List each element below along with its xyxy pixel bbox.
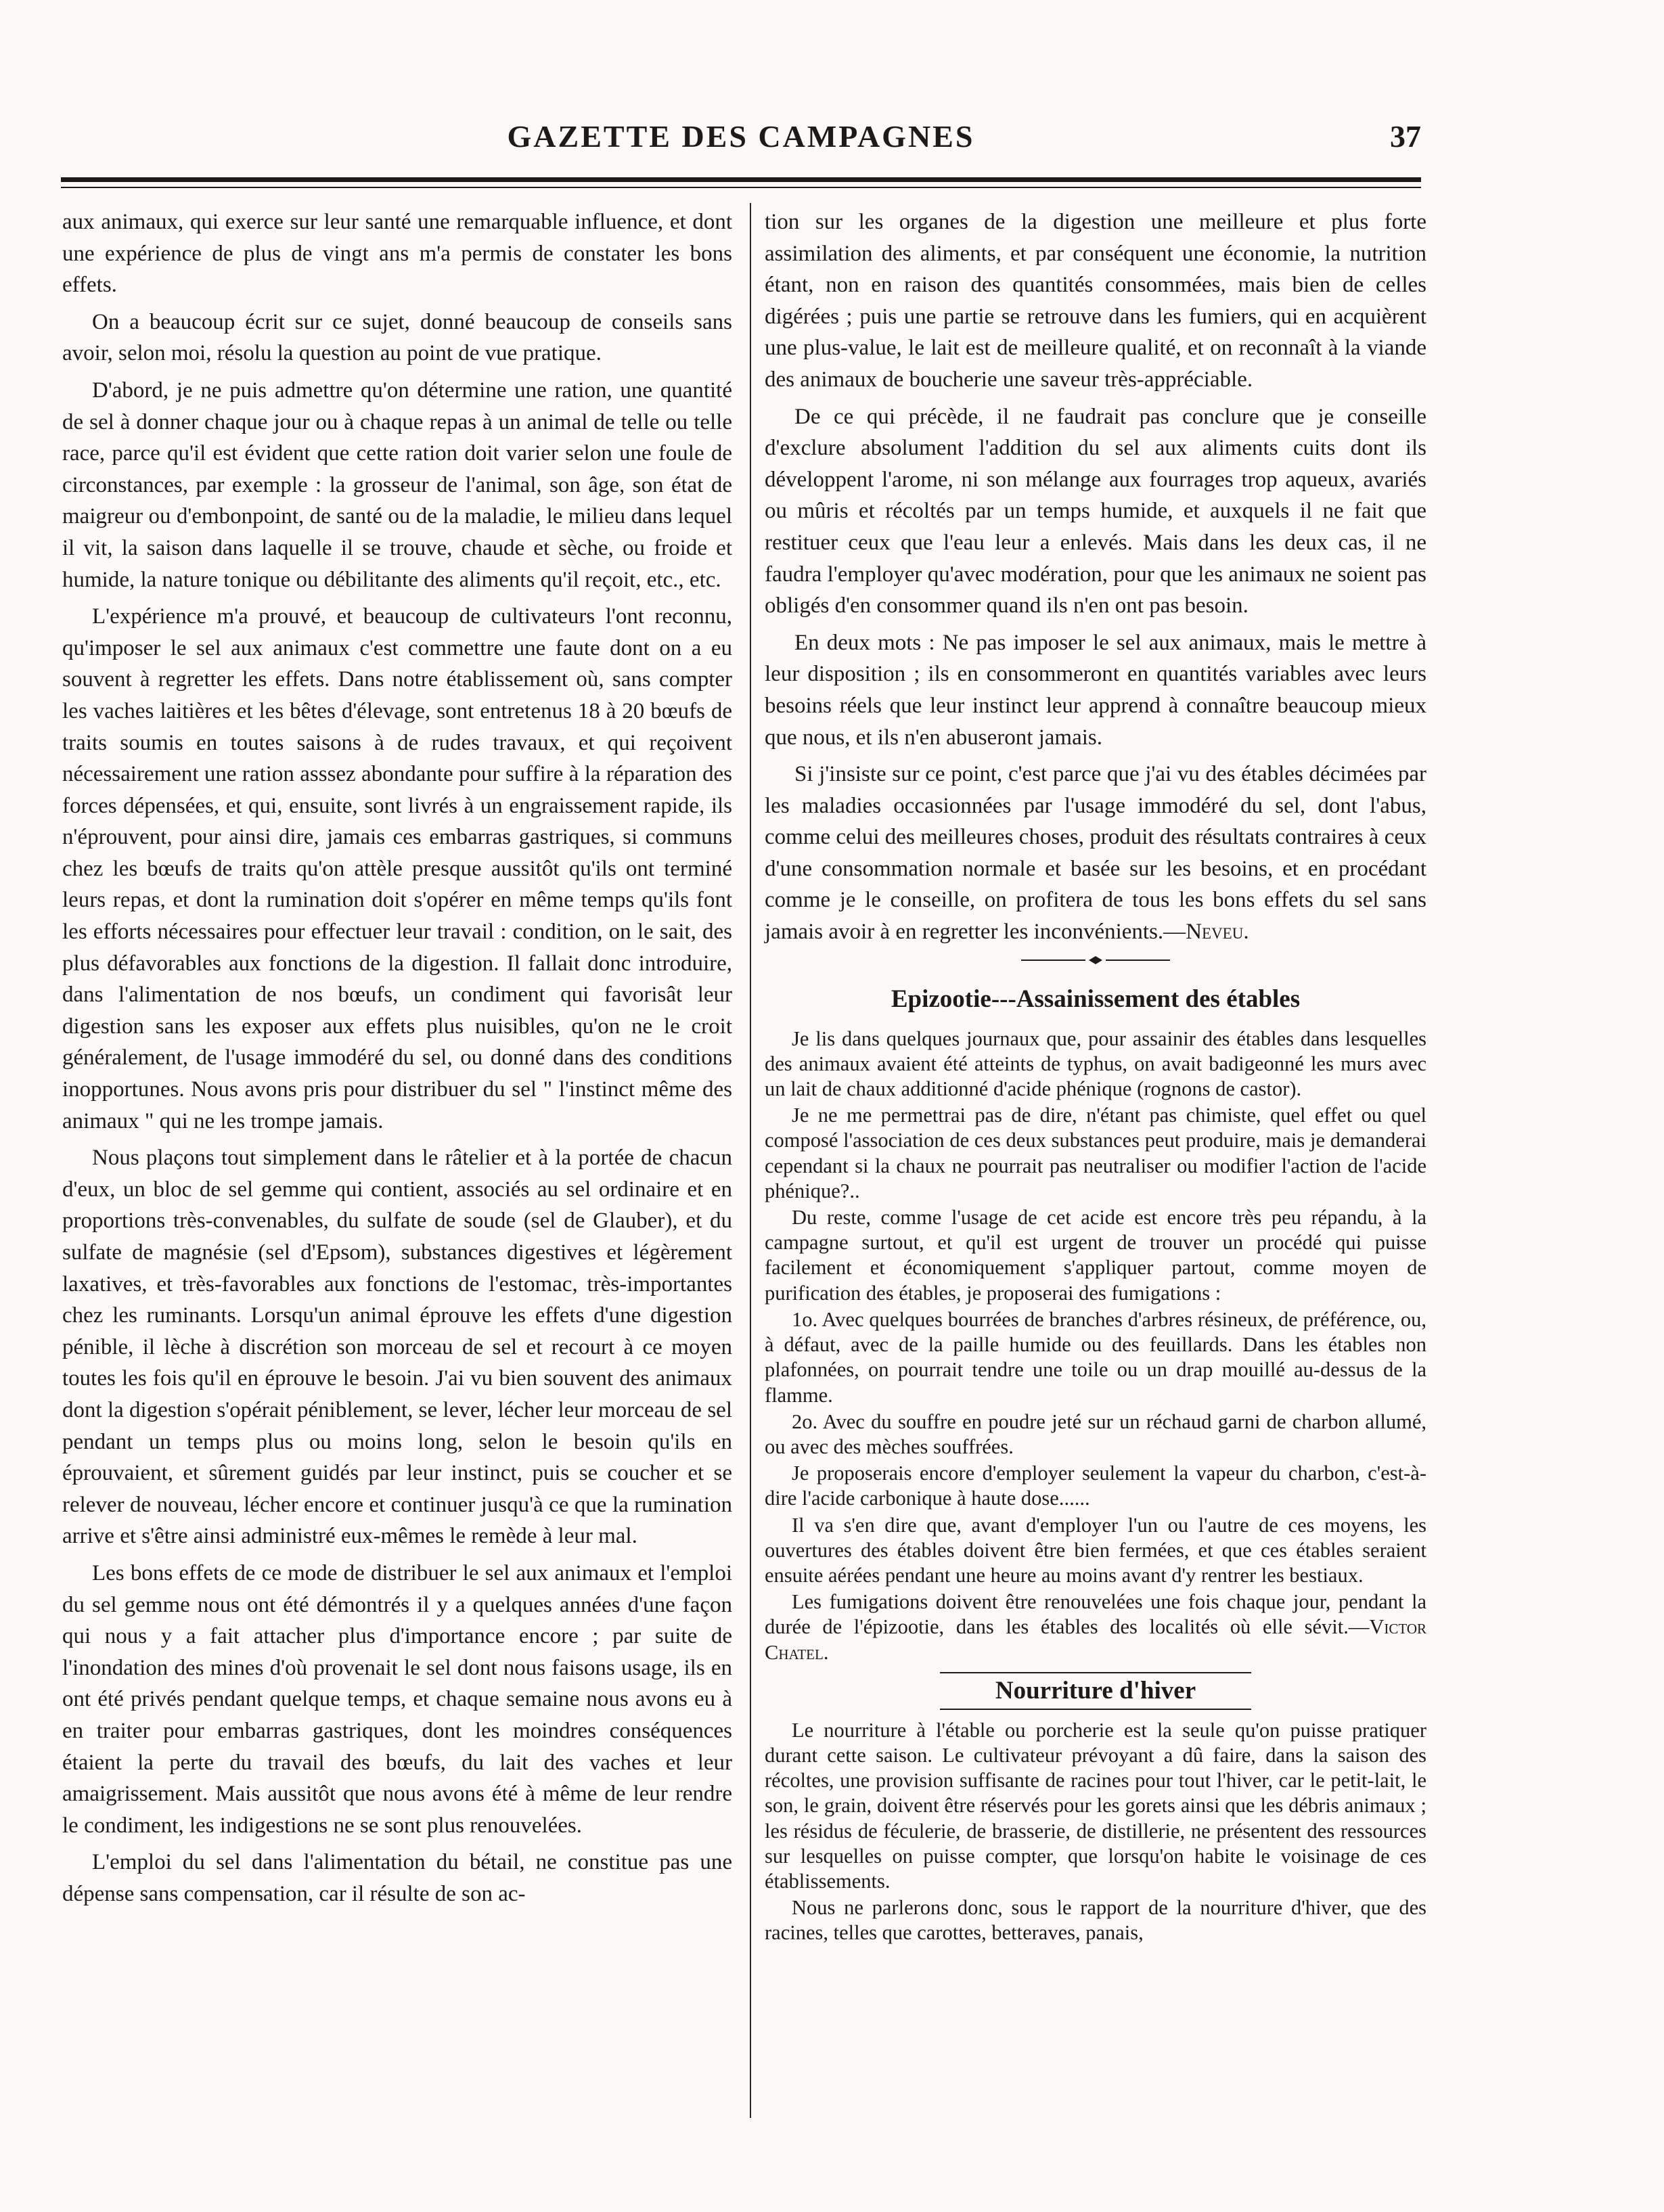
masthead-title: GAZETTE DES CAMPAGNES [507,119,975,154]
right-column [765,206,1426,1947]
article-paragraph: Il va s'en dire que, avant d'employer l'un ou l'autre de ces moyens, les ouvertures des étables doivent être bien fermées, et que ces étables seraient ensuite aérées pendant une heure au moins avant d'y rentrer les bestiaux. [765,1513,1426,1587]
page-number: 37 [1390,119,1421,154]
article-paragraph: On a beaucoup écrit sur ce sujet, donné beaucoup de conseils sans avoir, selon moi, résolu la question au point de vue pratique. [62,309,732,366]
article-paragraph: Les bons effets de ce mode de distribuer le sel aux animaux et l'emploi du sel gemme nous ont été démontrés il y a quelques années d'une façon qui nous y a fait attacher plus d'importance encore ; par suite de l'inondation des mines d'où provenait le sel dont nous faisons usage, ils en ont été privés pendant quelque temps, et chaque semaine nous avons eu à en traiter pour embarras gastriques, dont les moindres conséquences étaient la perte du travail des bœufs, du lait des vaches et leur amaigrissement. Mais aussitôt que nous avons été à même de leur rendre le condiment, les indigestions ne se sont plus renouvelées. [62,1560,732,1838]
ornament-rule-icon [1021,953,1170,967]
section-ornament [765,953,1426,975]
article-paragraph: Nous ne parlerons donc, sous le rapport de la nourriture d'hiver, que des racines, telles que carottes, betteraves, panais, [765,1896,1426,1945]
author-signature: Neveu. [1186,920,1249,945]
article-paragraph: Du reste, comme l'usage de cet acide est encore très peu répandu, à la campagne surtout, et qu'il est urgent de trouver un procédé qui puisse facilement et économiquement s'appliquer partout, comme moyen de purification des étables, je proposerai des fumigations : [765,1206,1426,1305]
article-paragraph: L'emploi du sel dans l'alimentation du bétail, ne constitue pas une dépense sans compensation, car il résulte de son ac- [62,1850,732,1906]
article-paragraph: Nous plaçons tout simplement dans le râtelier et à la portée de chacun d'eux, un bloc de sel gemme qui contient, associés au sel ordinaire et en proportions très-convenables, du sulfate de soude (sel de Glauber), et du sulfate de magnésie (sel d'Epsom), substances digestives et légèrement laxatives, et très-favorables aux fonctions de l'estomac, très-importantes chez les ruminants. Lorsqu'un animal éprouve les effets d'une digestion pénible, il lèche à discrétion son morceau de sel et recourt à ce moyen toutes les fois qu'il en éprouve le besoin. J'ai vu bien souvent des animaux dont la digestion s'opérait péniblement, se lever, lécher leur morceau de sel pendant un temps plus ou moins long, selon le besoin qu'ils en éprouvaient, et sûrement guidés par leur instinct, puis se coucher et se relever de nouveau, lécher encore et continuer jusqu'à ce que la rumination arrive et s'être ainsi administré eux-mêmes le remède à leur mal. [62,1146,732,1549]
article-paragraph: L'expérience m'a prouvé, et beaucoup de cultivateurs l'ont reconnu, qu'imposer le sel aux animaux c'est commettre une faute dont on a eu souvent à regretter les effets. Dans notre établissement où, sans compter les vaches laitières et les bêtes d'élevage, sont entretenus 18 à 20 bœufs de traits soumis en toutes saisons à de rudes travaux, et qui reçoivent nécessairement une ration asssez abondante pour suffire à la réparation des forces dépensées, et qui, ensuite, sont livrés à un engraissement rapide, ils n'éprouvent, pour ainsi dire, jamais ces embarras gastriques, si communs chez les bœufs de traits qu'on attèle presque aussitôt qu'ils ont terminé leurs repas, et dont la rumination doit s'opérer en même temps qu'ils font les efforts nécessaires pour effectuer leur travail : condition, on le sait, des plus défavorables aux fonctions de la digestion. Il fallait donc introduire, dans l'alimentation de nos bœufs, un condiment qui favorisât leur digestion sans les exposer aux effets plus nuisibles, qu'on ne le croit généralement, de l'usage immodéré du sel, ou donné dans des conditions inopportunes. Nous avons pris pour distribuer du sel " l'instinct même des animaux " qui ne les trompe jamais. [62,604,732,1133]
article-paragraph: D'abord, je ne puis admettre qu'on détermine une ration, une quantité de sel à donner chaque jour ou à chaque repas à un animal de telle ou telle race, parce qu'il est évident que cette ration doit varier selon une foule de circonstances, par exemple : la grosseur de l'animal, son âge, son état de maigreur ou d'embonpoint, de santé ou de la maladie, le milieu dans lequel il vit, la saison dans laquelle il se trouve, chaude et sèche, ou froide et humide, la nature tonique ou débilitante des aliments qu'il reçoit, etc., etc. [62,378,732,592]
article-paragraph: 1o. Avec quelques bourrées de branches d'arbres résineux, de préférence, ou, à défaut, avec de la paille humide ou des feuillards. Dans les étables non plafonnées, on pourrait tendre une toile ou un drap mouillé au-dessus de la flamme. [765,1307,1426,1407]
article-paragraph: aux animaux, qui exerce sur leur santé une remarquable influence, et dont une expérience de plus de vingt ans m'a permis de constater les bons effets. [62,210,732,298]
article-text: Si j'insiste sur ce point, c'est parce que j'ai vu des étables décimées par les maladies occasionnées par l'usage immodéré du sel, dont l'abus, comme celui des meilleures choses, produit des résultats contraires à ceux d'une consommation normale et basée sur les besoins, et en procédant comme je le conseille, on profitera de tous les bons effets du sel sans jamais avoir à en regretter les inconvénients.— [765,762,1426,945]
article-paragraph [765,1589,1426,1665]
article-paragraph: En deux mots : Ne pas imposer le sel aux animaux, mais le mettre à leur disposition ; ils en consommeront en quantités variables avec leurs besoins réels que leur instinct leur apprend à connaître beaucoup mieux que nous, et ils n'en abuseront jamais. [765,630,1426,750]
article-paragraph: 2o. Avec du souffre en poudre jeté sur un réchaud garni de charbon allumé, ou avec des mèches souffrées. [765,1409,1426,1458]
header-rule-thin [61,187,1421,188]
article-paragraph: Je ne me permettrai pas de dire, n'étant pas chimiste, quel effet ou quel composé l'association de ces deux substances peut produire, mais je demanderai cependant si la chaux ne pourrait pas neutraliser ou modifier l'action de l'acide phénique?.. [765,1104,1426,1202]
section-heading-epizootie: Epizootie---Assainissement des étables [891,985,1301,1013]
column-divider [750,203,751,2118]
article-paragraph [765,759,1426,948]
article-paragraph: Je lis dans quelques journaux que, pour assainir des étables dans lesquelles des animaux avaient été atteints de typhus, on avait badigeonné les murs avec un lait de chaux additionné d'acide phénique (rognons de castor). [765,1026,1426,1101]
article-paragraph: Je proposerais encore d'employer seulement la vapeur du charbon, c'est-à-dire l'acide carbonique à haute dose...... [765,1462,1426,1510]
header-rule-thick [61,177,1421,182]
left-column [62,206,732,1915]
article-text: Les fumigations doivent être renouvelées une fois chaque jour, pendant la durée de l'épizootie, dans les étables des localités où elle sévit.— [765,1590,1426,1639]
article-paragraph: tion sur les organes de la digestion une meilleure et plus forte assimilation des aliments, et par conséquent une économie, la nutrition étant, non en raison des quantités consommées, mais bien de celles digérées ; puis une partie se retrouve dans les fumiers, qui en acquièrent une plus-value, le lait est de meilleure qualité, et on reconnaît à la viande des animaux de boucherie une saveur très-appréciable. [765,210,1426,392]
section-heading-nourriture: Nourriture d'hiver [940,1672,1251,1710]
article-paragraph: Le nourriture à l'étable ou porcherie est la seule qu'on puisse pratiquer durant cette saison. Le cultivateur prévoyant a dû faire, dans la saison des récoltes, une provision suffisante de racines pour tout l'hiver, car le petit-lait, le son, le grain, doivent être réservés pour les gorets ainsi que les débris animaux ; les résidus de féculerie, de brasserie, de distillerie, ne présentent des ressources sur lesquelles on puisse compter, que lorsqu'on habite le voisinage de ces établissements. [765,1718,1426,1893]
author-signature: Victor Chatel. [765,1615,1426,1664]
article-paragraph: De ce qui précède, il ne faudrait pas conclure que je conseille d'exclure absolument l'addition du sel aux aliments cuits dont ils développent l'arome, ni son mélange aux fourrages trop aqueux, avariés ou mûris et récoltés par un temps humide, et auxquels il ne fait que restituer ceux que l'eau leur a enlevés. Mais dans les deux cas, il ne faudra l'employer qu'avec modération, pour que les animaux ne soient pas obligés d'en consommer quand ils n'en ont pas besoin. [765,404,1426,618]
page-header [61,118,1421,166]
